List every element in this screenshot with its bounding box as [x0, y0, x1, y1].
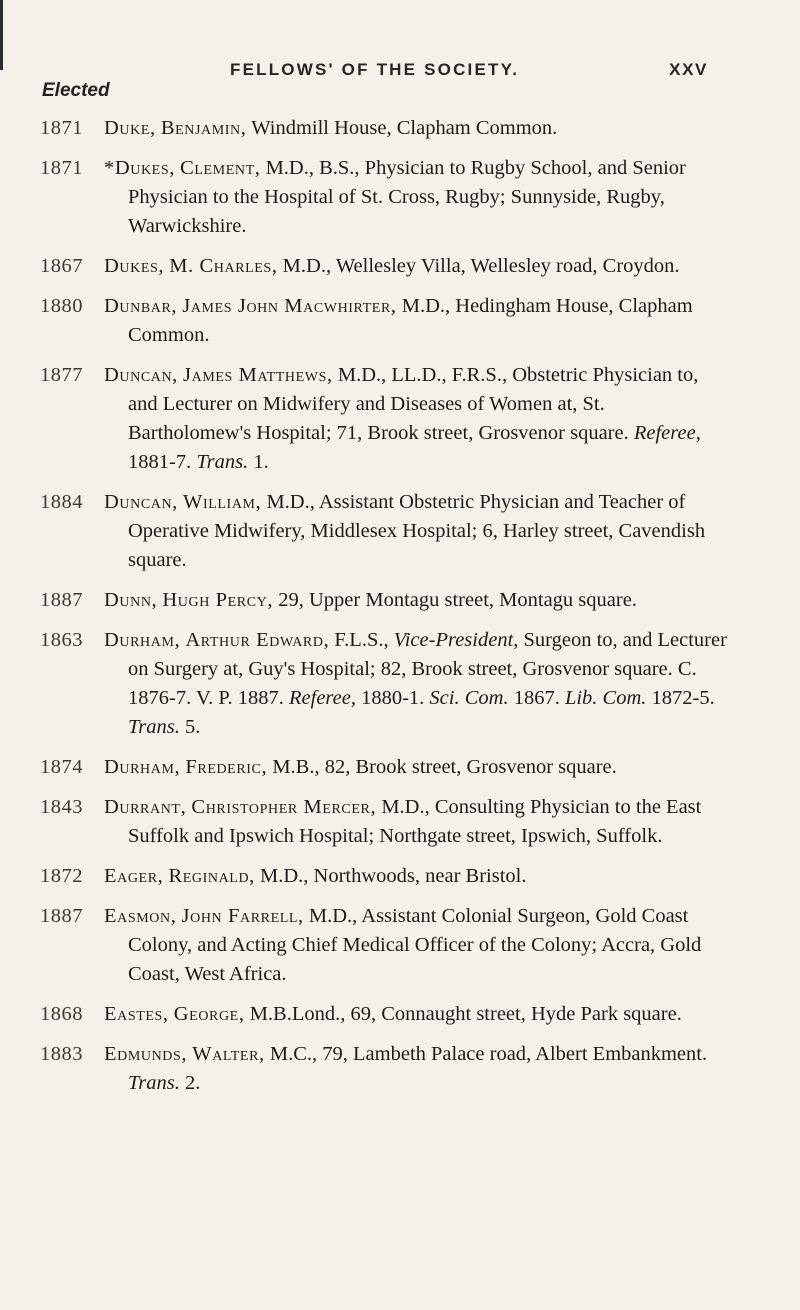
- note-text: 1880-1.: [355, 687, 430, 709]
- fellow-details: [104, 361, 730, 477]
- fellow-details: [104, 488, 730, 575]
- fellow-address: M.D., Assistant Obstetric Physician and Teacher of Operative Midwifery, Middlesex Hospital; 6, Harley street, Cavendish square.: [128, 491, 706, 571]
- fellow-entry: [40, 154, 730, 241]
- fellow-entry: [40, 292, 730, 350]
- election-year: 1871: [40, 117, 83, 139]
- fellow-entry: [40, 626, 730, 742]
- fellow-address: M.D., Northwoods, near Bristol.: [254, 865, 527, 887]
- fellow-given-names: William,: [183, 491, 262, 513]
- fellow-address: M.D., Assistant Colonial Surgeon, Gold Coast Colony, and Acting Chief Medical Officer of the Colony; Accra, Gold Coast, West Africa.: [128, 905, 702, 985]
- fellow-given-names: George,: [173, 1003, 245, 1025]
- running-header: [230, 60, 708, 80]
- election-year: 1871: [40, 157, 83, 179]
- fellow-given-names: Hugh Percy,: [162, 589, 274, 611]
- fellow-entry: [40, 1000, 730, 1029]
- fellow-address: 29, Upper Montagu street, Montagu square.: [273, 589, 637, 611]
- fellow-given-names: Frederic,: [185, 756, 268, 778]
- fellow-details: [104, 292, 730, 350]
- fellow-entry: [40, 361, 730, 477]
- note-text: 1872-5.: [646, 687, 715, 709]
- fellow-address: M.B.Lond., 69, Connaught street, Hyde Park square.: [244, 1003, 682, 1025]
- fellow-given-names: James John Macwhirter,: [182, 295, 397, 317]
- italic-note: Vice-President,: [393, 629, 519, 651]
- fellow-surname: Durham,: [104, 756, 181, 778]
- note-text: 1867.: [508, 687, 565, 709]
- fellow-details: [104, 586, 730, 615]
- fellow-entry: [40, 586, 730, 615]
- fellow-surname: Durrant,: [104, 796, 187, 818]
- fellow-given-names: M. Charles,: [169, 255, 278, 277]
- fellow-given-names: John Farrell,: [181, 905, 304, 927]
- election-year: 1867: [40, 255, 83, 277]
- fellow-surname: Duncan,: [104, 364, 178, 386]
- fellow-given-names: Arthur Edward,: [185, 629, 330, 651]
- fellow-entry: [40, 488, 730, 575]
- election-year: 1868: [40, 1003, 83, 1025]
- note-text: 1.: [248, 451, 269, 473]
- italic-note: Trans.: [128, 1072, 180, 1094]
- fellow-surname: Dukes,: [104, 255, 165, 277]
- fellow-details: [104, 862, 730, 891]
- note-text: 5.: [179, 716, 201, 738]
- header-title: FELLOWS' OF THE SOCIETY.: [230, 60, 520, 79]
- fellow-surname: Dunn,: [104, 589, 158, 611]
- fellow-entry: [40, 114, 730, 143]
- fellows-list: [40, 114, 730, 1098]
- fellow-entry: [40, 902, 730, 989]
- fellow-surname: Easmon,: [104, 905, 177, 927]
- note-text: Surgeon to, and Lecturer on Surgery at, Guy's Hospital; 82, Brook street, Grosvenor square. C. 1876-7. V. P. 1887.: [128, 629, 727, 709]
- election-year: 1872: [40, 865, 83, 887]
- note-text: 1881-7.: [128, 451, 197, 473]
- italic-note: Trans.: [128, 716, 180, 738]
- fellow-details: [104, 154, 730, 241]
- fellow-given-names: Christopher Mercer,: [191, 796, 377, 818]
- fellow-address: M.D., Wellesley Villa, Wellesley road, Croydon.: [277, 255, 680, 277]
- fellow-address: Windmill House, Clapham Common.: [246, 117, 558, 139]
- fellow-surname: Durham,: [104, 629, 181, 651]
- fellow-address: F.L.S.,: [329, 629, 389, 651]
- election-year: 1884: [40, 491, 83, 513]
- fellow-surname: Eager,: [104, 865, 164, 887]
- election-year: 1863: [40, 629, 83, 651]
- election-year: 1887: [40, 905, 83, 927]
- fellow-details: [104, 1040, 730, 1098]
- fellow-entry: [40, 862, 730, 891]
- fellow-details: [104, 793, 730, 851]
- election-year: 1880: [40, 295, 83, 317]
- page-edge-mark: [0, 0, 3, 70]
- fellow-surname: *Dukes,: [104, 157, 175, 179]
- italic-note: Sci. Com.: [429, 687, 509, 709]
- note-text: 2.: [179, 1072, 201, 1094]
- election-year: 1843: [40, 796, 83, 818]
- fellow-address: M.C., 79, Lambeth Palace road, Albert Embankment.: [264, 1043, 708, 1065]
- fellow-details: [104, 114, 730, 143]
- fellow-details: [104, 902, 730, 989]
- fellow-details: [104, 753, 730, 782]
- fellow-entry: [40, 793, 730, 851]
- election-year: 1887: [40, 589, 83, 611]
- fellow-surname: Duke,: [104, 117, 156, 139]
- fellow-entry: [40, 1040, 730, 1098]
- fellow-details: [104, 626, 730, 742]
- fellow-details: [104, 252, 730, 281]
- fellow-address: M.D., Hedingham House, Clapham Common.: [128, 295, 693, 346]
- italic-note: Lib. Com.: [564, 687, 647, 709]
- fellow-entry: [40, 252, 730, 281]
- fellow-surname: Dunbar,: [104, 295, 178, 317]
- election-year: 1883: [40, 1043, 83, 1065]
- fellow-entry: [40, 753, 730, 782]
- fellow-address: M.B., 82, Brook street, Grosvenor square.: [267, 756, 617, 778]
- italic-note: Referee,: [289, 687, 356, 709]
- fellow-given-names: Benjamin,: [160, 117, 247, 139]
- fellow-surname: Duncan,: [104, 491, 178, 513]
- fellow-details: [104, 1000, 730, 1029]
- fellow-given-names: James Matthews,: [183, 364, 333, 386]
- italic-note: Trans.: [196, 451, 249, 473]
- fellow-surname: Edmunds,: [104, 1043, 188, 1065]
- page-number: XXV: [669, 60, 708, 79]
- italic-note: Referee,: [633, 422, 701, 444]
- fellow-given-names: Clement,: [180, 157, 261, 179]
- fellow-surname: Eastes,: [104, 1003, 169, 1025]
- election-year: 1877: [40, 364, 83, 386]
- fellow-address: M.D., B.S., Physician to Rugby School, and Senior Physician to the Hospital of St. Cross, Rugby; Sunnyside, Rugby, Warwickshire.: [128, 157, 686, 237]
- fellow-address: M.D., Consulting Physician to the East Suffolk and Ipswich Hospital; Northgate street, Ipswich, Suffolk.: [128, 796, 702, 847]
- election-year: 1874: [40, 756, 83, 778]
- fellow-given-names: Walter,: [192, 1043, 265, 1065]
- elected-column-label: Elected: [42, 80, 110, 101]
- fellow-given-names: Reginald,: [168, 865, 255, 887]
- fellow-address: M.D., LL.D., F.R.S., Obstetric Physician to, and Lecturer on Midwifery and Diseases of Women at, St. Bartholomew's Hospital; 71, Brook street, Grosvenor square.: [128, 364, 699, 444]
